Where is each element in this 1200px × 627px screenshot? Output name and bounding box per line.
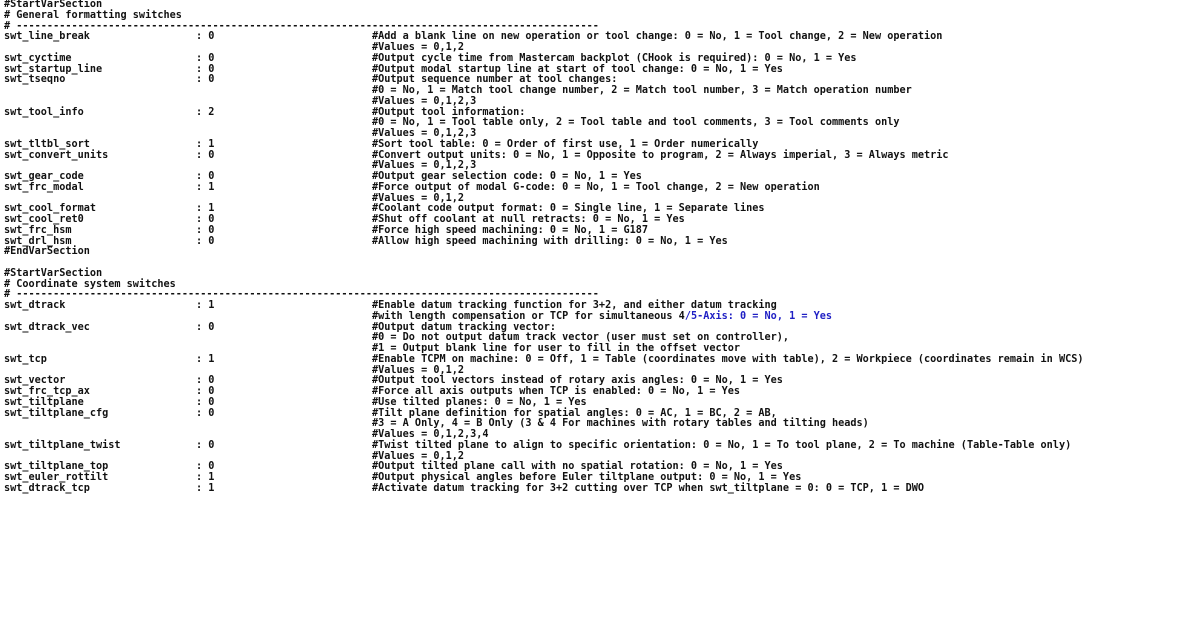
comment-text: #Tilt plane definition for spatial angles: 0 = AC, 1 = BC, 2 = AB, (372, 407, 777, 419)
variable-value: : 0 (196, 386, 215, 397)
comment-text: #Use tilted planes: 0 = No, 1 = Yes (372, 396, 587, 408)
variable-value: : 0 (196, 171, 215, 182)
code-line (0, 387, 1200, 398)
variable-value: : 1 (196, 138, 215, 150)
comment-text: #with length compensation or TCP for simultaneous 4 (372, 310, 685, 322)
comment-text: #Values = 0,1,2,3 (372, 160, 477, 172)
line-text: # ----------------------------------------------------------------------------------------------- (4, 20, 599, 32)
code-line (0, 419, 1200, 430)
highlighted-text: /5-Axis: 0 = No, 1 = Yes (684, 310, 833, 322)
variable-name: swt_frc_tcp_ax (4, 386, 90, 397)
variable-name: swt_dtrack_tcp (4, 482, 90, 494)
comment-text: #Values = 0,1,2 (372, 192, 465, 204)
code-line (0, 355, 1200, 366)
code-line (0, 247, 1200, 258)
code-line (0, 258, 1200, 269)
variable-name: swt_frc_modal (4, 181, 84, 193)
variable-value: : 0 (196, 63, 215, 75)
comment-text: #3 = A Only, 4 = B Only (3 & 4 For machines with rotary tables and tilting heads) (372, 418, 869, 430)
comment-text: #Shut off coolant at null retracts: 0 = No, 1 = Yes (372, 214, 685, 225)
comment-text: #Values = 0,1,2 (372, 450, 465, 462)
variable-value: : 0 (196, 439, 215, 451)
variable-value: : 0 (196, 149, 215, 161)
variable-name: swt_tiltplane_twist (4, 439, 121, 451)
comment-text: #Force output of modal G-code: 0 = No, 1 = Tool change, 2 = New operation (372, 181, 820, 193)
comment (372, 484, 924, 495)
comment (372, 441, 1071, 452)
variable-value: : 1 (196, 181, 215, 193)
comment-text: #0 = Do not output datum track vector (user must set on controller), (372, 332, 790, 344)
variable-name: swt_startup_line (4, 63, 103, 75)
comment-text: #Output gear selection code: 0 = No, 1 = Yes (372, 171, 642, 182)
code-line (0, 484, 1200, 495)
variable-value: : 0 (196, 224, 215, 236)
variable-name: swt_tcp (4, 353, 47, 365)
variable-value: : 0 (196, 214, 215, 225)
comment-text: #Sort tool table: 0 = Order of first use, 1 = Order numerically (372, 138, 759, 150)
variable-name: swt_tiltplane (4, 396, 84, 408)
code-line (0, 441, 1200, 452)
line-text: #StartVarSection (4, 0, 103, 10)
comment-text: #Convert output units: 0 = No, 1 = Opposite to program, 2 = Always imperial, 3 = Always metric (372, 149, 949, 161)
code-line (0, 312, 1200, 323)
variable-value: : 0 (196, 407, 215, 419)
comment-text: #0 = No, 1 = Match tool change number, 2 = Match tool number, 3 = Match operation number (372, 85, 912, 96)
variable-value: : 0 (196, 31, 215, 43)
line-text: #StartVarSection (4, 267, 103, 279)
variable-name: swt_frc_hsm (4, 224, 72, 236)
comment-text: #Output tool vectors instead of rotary axis angles: 0 = No, 1 = Yes (372, 375, 783, 387)
variable-value: : 1 (196, 482, 215, 494)
comment-text: #Force all axis outputs when TCP is enabled: 0 = No, 1 = Yes (372, 386, 741, 397)
variable-name: swt_dtrack (4, 300, 66, 311)
comment-text: #Activate datum tracking for 3+2 cutting over TCP when swt_tiltplane = 0: 0 = TCP, 1 = DWO (372, 482, 925, 494)
code-line (0, 269, 1200, 280)
variable-name: swt_dtrack_vec (4, 321, 90, 333)
variable-value: : 1 (196, 203, 215, 215)
comment-text: #Values = 0,1,2,3 (372, 128, 477, 139)
variable-name: swt_tool_info (4, 106, 84, 118)
variable-name: swt_cool_format (4, 203, 97, 215)
variable-value: : 0 (196, 74, 215, 86)
comment-text: #0 = No, 1 = Tool table only, 2 = Tool table and tool comments, 3 = Tool comments only (372, 117, 900, 129)
comment-text: #Twist tilted plane to align to specific orientation: 0 = No, 1 = To tool plane, 2 = To machine (Table-Table only) (372, 439, 1072, 451)
code-line (0, 118, 1200, 129)
comment-text: #Values = 0,1,2,3,4 (372, 429, 489, 440)
variable-value: : 0 (196, 52, 215, 64)
comment-text: #Output modal startup line at start of tool change: 0 = No, 1 = Yes (372, 63, 783, 75)
code-line (0, 237, 1200, 248)
code-line (0, 86, 1200, 97)
variable-value: : 2 (196, 106, 215, 118)
variable-name: swt_convert_units (4, 149, 109, 161)
comment-text: #Coolant code output format: 0 = Single line, 1 = Separate lines (372, 203, 765, 215)
variable-name: swt_drl_hsm (4, 235, 72, 247)
code-line (0, 32, 1200, 43)
comment-text: #1 = Output blank line for user to fill in the offset vector (372, 343, 741, 354)
comment-text: #Values = 0,1,2,3 (372, 95, 477, 107)
comment-text: #Enable TCPM on machine: 0 = Off, 1 = Table (coordinates move with table), 2 = Workpiece (coordinates remain in WCS) (372, 353, 1084, 365)
variable-value: : 0 (196, 321, 215, 333)
variable-value: : 0 (196, 396, 215, 408)
comment-text: #Output cycle time from Mastercam backplot (CHook is required): 0 = No, 1 = Yes (372, 52, 857, 64)
variable-name: swt_tiltplane_top (4, 461, 109, 473)
comment (372, 237, 728, 248)
variable-value: : 0 (196, 375, 215, 387)
comment-text: #Force high speed machining: 0 = No, 1 = G187 (372, 224, 649, 236)
variable-name: swt_cyctime (4, 52, 72, 64)
variable-name: swt_tseqno (4, 74, 66, 86)
line-text: # General formatting switches (4, 9, 182, 21)
variable-name: swt_cool_ret0 (4, 214, 84, 225)
variable-value: : 0 (196, 235, 215, 247)
comment-text: #Output tilted plane call with no spatial rotation: 0 = No, 1 = Yes (372, 461, 783, 473)
comment-text: #Output datum tracking vector: (372, 321, 557, 333)
variable-name: swt_vector (4, 375, 66, 387)
code-line (0, 183, 1200, 194)
code-line (0, 151, 1200, 162)
comment-text: #Values = 0,1,2 (372, 364, 465, 376)
variable-value: : 0 (196, 461, 215, 473)
variable-name: swt_euler_rottilt (4, 472, 109, 483)
variable-name: swt_gear_code (4, 171, 84, 182)
code-line (0, 11, 1200, 22)
comment-text: #Enable datum tracking function for 3+2, and either datum tracking (372, 300, 777, 311)
variable-name: swt_line_break (4, 31, 90, 43)
variable-name: swt_tiltplane_cfg (4, 407, 109, 419)
comment-text: #Allow high speed machining with drilling: 0 = No, 1 = Yes (372, 235, 728, 247)
comment-text: #Add a blank line on new operation or tool change: 0 = No, 1 = Tool change, 2 = New operation (372, 31, 943, 43)
comment-text: #Output physical angles before Euler tiltplane output: 0 = No, 1 = Yes (372, 472, 802, 483)
code-line (0, 97, 1200, 108)
line-text: #EndVarSection (4, 246, 90, 258)
comment-text: #Output sequence number at tool changes: (372, 74, 618, 86)
variable-value: : 1 (196, 353, 215, 365)
variable-name: swt_tltbl_sort (4, 138, 90, 150)
comment (372, 355, 1083, 366)
line-text: # ----------------------------------------------------------------------------------------------- (4, 289, 599, 301)
variable-value: : 1 (196, 300, 215, 311)
line-text: # Coordinate system switches (4, 278, 176, 290)
comment-text: #Output tool information: (372, 106, 526, 118)
comment-text: #Values = 0,1,2 (372, 42, 465, 53)
variable-value: : 1 (196, 472, 215, 483)
